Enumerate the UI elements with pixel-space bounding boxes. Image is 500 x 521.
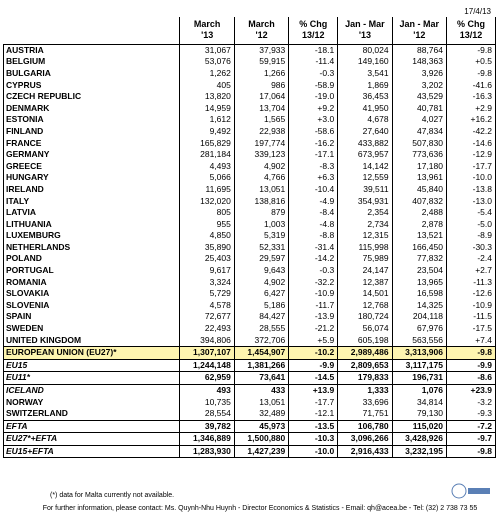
row-value: 5,186 <box>234 300 288 312</box>
row-value: -9.8 <box>446 68 495 80</box>
table-row <box>4 300 496 312</box>
row-value: 80,024 <box>338 44 392 56</box>
row-value: -17.5 <box>446 323 495 335</box>
row-value: 17,180 <box>392 160 446 172</box>
row-value: 4,766 <box>234 172 288 184</box>
row-label: ROMANIA <box>4 276 180 288</box>
row-value: 25,403 <box>180 253 234 265</box>
row-value: 148,363 <box>392 56 446 68</box>
row-value: -10.2 <box>289 346 338 359</box>
row-label: BELGIUM <box>4 56 180 68</box>
row-value: -58.6 <box>289 126 338 138</box>
row-value: 1,381,266 <box>234 359 288 372</box>
row-value: 149,160 <box>338 56 392 68</box>
table-row <box>4 44 496 56</box>
row-value: +7.4 <box>446 334 495 346</box>
row-value: -16.2 <box>289 137 338 149</box>
header-pct-change-month: % Chg 13/12 <box>289 17 338 44</box>
row-value: 52,331 <box>234 242 288 254</box>
row-value: 354,931 <box>338 195 392 207</box>
row-value: 1,612 <box>180 114 234 126</box>
row-value: +2.9 <box>446 102 495 114</box>
row-value: 1,346,889 <box>180 433 234 446</box>
header-blank <box>4 17 180 44</box>
row-label: EUROPEAN UNION (EU27)* <box>4 346 180 359</box>
row-value: 71,751 <box>338 408 392 420</box>
row-value: 40,781 <box>392 102 446 114</box>
header-march-12: March '12 <box>234 17 288 44</box>
row-value: 1,869 <box>338 79 392 91</box>
row-value: 29,597 <box>234 253 288 265</box>
row-value: 31,067 <box>180 44 234 56</box>
row-value: 2,488 <box>392 207 446 219</box>
header-row <box>4 17 496 44</box>
table-row <box>4 230 496 242</box>
row-value: 3,541 <box>338 68 392 80</box>
row-value: 34,814 <box>392 396 446 408</box>
row-value: -17.7 <box>446 160 495 172</box>
table-row <box>4 137 496 149</box>
header-march-13: March '13 <box>180 17 234 44</box>
row-value: -9.9 <box>446 359 495 372</box>
contact-info: For further information, please contact: Ms. Quynh-Nhu Huynh - Director Economics & Statistics - Email: qh@acea.be - Tel: (32) 2 738 73 55 <box>42 505 478 512</box>
row-value: -13.0 <box>446 195 495 207</box>
row-value: 13,051 <box>234 396 288 408</box>
row-value: 805 <box>180 207 234 219</box>
table-row <box>4 56 496 68</box>
row-value: 47,834 <box>392 126 446 138</box>
row-value: +16.2 <box>446 114 495 126</box>
row-value: 6,427 <box>234 288 288 300</box>
row-value: 407,832 <box>392 195 446 207</box>
row-value: -10.3 <box>289 433 338 446</box>
row-value: 12,559 <box>338 172 392 184</box>
row-value: 204,118 <box>392 311 446 323</box>
row-label: ITALY <box>4 195 180 207</box>
row-value: 39,511 <box>338 184 392 196</box>
table-row <box>4 242 496 254</box>
row-value: 72,677 <box>180 311 234 323</box>
row-value: -21.2 <box>289 323 338 335</box>
row-value: -30.3 <box>446 242 495 254</box>
table-row <box>4 408 496 420</box>
row-value: 3,117,175 <box>392 359 446 372</box>
header-pct-change-ytd: % Chg 13/12 <box>446 17 495 44</box>
row-value: 62,959 <box>180 372 234 385</box>
row-label: SLOVENIA <box>4 300 180 312</box>
row-value: 3,926 <box>392 68 446 80</box>
row-value: -11.4 <box>289 56 338 68</box>
row-value: 372,706 <box>234 334 288 346</box>
row-value: 73,641 <box>234 372 288 385</box>
row-value: 1,307,107 <box>180 346 234 359</box>
row-value: -13.5 <box>289 420 338 433</box>
row-value: 45,840 <box>392 184 446 196</box>
row-label: EFTA <box>4 420 180 433</box>
row-value: 2,916,433 <box>338 445 392 458</box>
row-value: -16.3 <box>446 91 495 103</box>
row-label: FRANCE <box>4 137 180 149</box>
row-value: 3,324 <box>180 276 234 288</box>
row-value: 75,989 <box>338 253 392 265</box>
row-value: 14,959 <box>180 102 234 114</box>
row-value: 22,493 <box>180 323 234 335</box>
row-value: 339,123 <box>234 149 288 161</box>
row-value: -3.2 <box>446 396 495 408</box>
row-label: EU15+EFTA <box>4 445 180 458</box>
row-value: 507,830 <box>392 137 446 149</box>
row-value: +9.2 <box>289 102 338 114</box>
row-value: 2,878 <box>392 218 446 230</box>
row-value: 1,262 <box>180 68 234 80</box>
row-value: -8.3 <box>289 160 338 172</box>
row-value: -5.0 <box>446 218 495 230</box>
row-value: -17.1 <box>289 149 338 161</box>
row-value: -41.6 <box>446 79 495 91</box>
row-value: 165,829 <box>180 137 234 149</box>
row-value: 27,640 <box>338 126 392 138</box>
row-value: 563,556 <box>392 334 446 346</box>
row-value: 1,244,148 <box>180 359 234 372</box>
row-value: -19.0 <box>289 91 338 103</box>
row-value: -32.2 <box>289 276 338 288</box>
row-value: -9.3 <box>446 408 495 420</box>
row-value: 115,998 <box>338 242 392 254</box>
table-body <box>4 44 496 458</box>
row-value: 5,066 <box>180 172 234 184</box>
row-value: 4,493 <box>180 160 234 172</box>
row-value: 281,184 <box>180 149 234 161</box>
row-value: -4.9 <box>289 195 338 207</box>
row-value: -10.0 <box>446 172 495 184</box>
row-value: 37,933 <box>234 44 288 56</box>
row-value: 14,142 <box>338 160 392 172</box>
row-label: LUXEMBURG <box>4 230 180 242</box>
row-value: 13,820 <box>180 91 234 103</box>
row-value: 13,051 <box>234 184 288 196</box>
table-row <box>4 160 496 172</box>
row-value: 197,774 <box>234 137 288 149</box>
row-value: -9.8 <box>446 346 495 359</box>
row-value: 879 <box>234 207 288 219</box>
row-value: -9.8 <box>446 445 495 458</box>
row-value: -12.1 <box>289 408 338 420</box>
row-value: 1,266 <box>234 68 288 80</box>
row-value: -8.4 <box>289 207 338 219</box>
table-row <box>4 265 496 277</box>
table-row <box>4 288 496 300</box>
row-value: -18.1 <box>289 44 338 56</box>
row-label: UNITED KINGDOM <box>4 334 180 346</box>
row-value: -17.7 <box>289 396 338 408</box>
row-value: -10.9 <box>289 288 338 300</box>
row-value: -5.4 <box>446 207 495 219</box>
row-value: 115,020 <box>392 420 446 433</box>
row-value: 3,096,266 <box>338 433 392 446</box>
row-value: 17,064 <box>234 91 288 103</box>
row-value: 196,731 <box>392 372 446 385</box>
report-date: 17/4/13 <box>464 7 491 16</box>
row-value: -10.0 <box>289 445 338 458</box>
row-value: 35,890 <box>180 242 234 254</box>
row-value: 14,325 <box>392 300 446 312</box>
table-row <box>4 91 496 103</box>
row-value: 1,454,907 <box>234 346 288 359</box>
row-value: 32,489 <box>234 408 288 420</box>
table-row <box>4 420 496 433</box>
row-value: +13.9 <box>289 384 338 396</box>
row-value: 39,782 <box>180 420 234 433</box>
row-value: -11.7 <box>289 300 338 312</box>
row-value: 138,816 <box>234 195 288 207</box>
table-row <box>4 68 496 80</box>
row-value: 16,598 <box>392 288 446 300</box>
row-value: 24,147 <box>338 265 392 277</box>
row-label: SWEDEN <box>4 323 180 335</box>
row-value: 67,976 <box>392 323 446 335</box>
row-value: 3,313,906 <box>392 346 446 359</box>
row-value: 405 <box>180 79 234 91</box>
table-row <box>4 126 496 138</box>
row-label: SPAIN <box>4 311 180 323</box>
table-row <box>4 276 496 288</box>
table-row <box>4 102 496 114</box>
header-janmar-12: Jan - Mar '12 <box>392 17 446 44</box>
row-value: -9.7 <box>446 433 495 446</box>
row-value: 9,643 <box>234 265 288 277</box>
table-row <box>4 359 496 372</box>
row-value: -12.9 <box>446 149 495 161</box>
row-value: 36,453 <box>338 91 392 103</box>
row-value: 1,333 <box>338 384 392 396</box>
row-value: -14.6 <box>446 137 495 149</box>
row-value: 4,850 <box>180 230 234 242</box>
table-row <box>4 346 496 359</box>
row-value: 13,704 <box>234 102 288 114</box>
row-value: 5,729 <box>180 288 234 300</box>
row-value: 12,768 <box>338 300 392 312</box>
row-value: 28,554 <box>180 408 234 420</box>
row-value: 9,492 <box>180 126 234 138</box>
row-value: 4,578 <box>180 300 234 312</box>
row-label: LITHUANIA <box>4 218 180 230</box>
row-value: -0.3 <box>289 265 338 277</box>
row-value: -0.3 <box>289 68 338 80</box>
row-value: 13,965 <box>392 276 446 288</box>
table-row <box>4 396 496 408</box>
row-value: 9,617 <box>180 265 234 277</box>
row-value: +3.0 <box>289 114 338 126</box>
row-value: 1,283,930 <box>180 445 234 458</box>
table-row <box>4 184 496 196</box>
row-value: -11.5 <box>446 311 495 323</box>
table-row <box>4 323 496 335</box>
table-row <box>4 433 496 446</box>
row-value: 4,678 <box>338 114 392 126</box>
row-label: HUNGARY <box>4 172 180 184</box>
row-value: 773,636 <box>392 149 446 161</box>
table-row <box>4 445 496 458</box>
row-value: 53,076 <box>180 56 234 68</box>
row-value: 3,202 <box>392 79 446 91</box>
row-value: 84,427 <box>234 311 288 323</box>
row-value: 2,734 <box>338 218 392 230</box>
row-value: 4,902 <box>234 276 288 288</box>
row-value: 13,521 <box>392 230 446 242</box>
row-label: ICELAND <box>4 384 180 396</box>
row-value: 179,833 <box>338 372 392 385</box>
table-row <box>4 195 496 207</box>
row-value: -10.4 <box>289 184 338 196</box>
row-value: 132,020 <box>180 195 234 207</box>
row-value: -12.6 <box>446 288 495 300</box>
row-value: 986 <box>234 79 288 91</box>
row-value: 88,764 <box>392 44 446 56</box>
row-label: DENMARK <box>4 102 180 114</box>
row-value: 493 <box>180 384 234 396</box>
table-row <box>4 172 496 184</box>
row-value: -14.5 <box>289 372 338 385</box>
row-value: +6.3 <box>289 172 338 184</box>
row-value: 166,450 <box>392 242 446 254</box>
table-row <box>4 79 496 91</box>
row-value: -4.8 <box>289 218 338 230</box>
table-row <box>4 311 496 323</box>
row-value: -2.4 <box>446 253 495 265</box>
row-value: +5.9 <box>289 334 338 346</box>
row-value: 45,973 <box>234 420 288 433</box>
row-value: 5,319 <box>234 230 288 242</box>
row-value: 3,232,195 <box>392 445 446 458</box>
table-row <box>4 207 496 219</box>
row-value: 77,832 <box>392 253 446 265</box>
row-value: +0.5 <box>446 56 495 68</box>
row-value: -8.9 <box>446 230 495 242</box>
row-value: 673,957 <box>338 149 392 161</box>
row-value: 2,354 <box>338 207 392 219</box>
row-value: 394,806 <box>180 334 234 346</box>
row-label: GERMANY <box>4 149 180 161</box>
row-value: 433,882 <box>338 137 392 149</box>
row-label: IRELAND <box>4 184 180 196</box>
row-value: 11,695 <box>180 184 234 196</box>
row-value: 180,724 <box>338 311 392 323</box>
row-value: 56,074 <box>338 323 392 335</box>
footnote: (*) data for Malta currently not available. <box>50 492 175 499</box>
row-value: 59,915 <box>234 56 288 68</box>
row-label: GREECE <box>4 160 180 172</box>
row-value: 1,565 <box>234 114 288 126</box>
acea-logo <box>450 482 492 500</box>
row-label: NETHERLANDS <box>4 242 180 254</box>
row-label: FINLAND <box>4 126 180 138</box>
row-value: -31.4 <box>289 242 338 254</box>
row-value: 79,130 <box>392 408 446 420</box>
header-janmar-13: Jan - Mar '13 <box>338 17 392 44</box>
row-label: PORTUGAL <box>4 265 180 277</box>
row-value: -42.2 <box>446 126 495 138</box>
table-row <box>4 253 496 265</box>
row-label: ESTONIA <box>4 114 180 126</box>
table-row <box>4 334 496 346</box>
row-value: 4,902 <box>234 160 288 172</box>
row-label: LATVIA <box>4 207 180 219</box>
row-label: POLAND <box>4 253 180 265</box>
row-value: -58.9 <box>289 79 338 91</box>
row-value: 14,501 <box>338 288 392 300</box>
row-value: 10,735 <box>180 396 234 408</box>
row-value: 3,428,926 <box>392 433 446 446</box>
row-value: 33,696 <box>338 396 392 408</box>
table-row <box>4 149 496 161</box>
row-label: CZECH REPUBLIC <box>4 91 180 103</box>
row-value: -11.3 <box>446 276 495 288</box>
row-label: NORWAY <box>4 396 180 408</box>
row-value: 4,027 <box>392 114 446 126</box>
row-value: 12,315 <box>338 230 392 242</box>
row-value: 1,076 <box>392 384 446 396</box>
row-label: EU15 <box>4 359 180 372</box>
row-value: 13,961 <box>392 172 446 184</box>
row-label: CYPRUS <box>4 79 180 91</box>
row-value: -9.8 <box>446 44 495 56</box>
row-value: -14.2 <box>289 253 338 265</box>
row-value: -8.6 <box>446 372 495 385</box>
row-value: 43,529 <box>392 91 446 103</box>
row-value: +2.7 <box>446 265 495 277</box>
row-value: 605,198 <box>338 334 392 346</box>
row-value: 955 <box>180 218 234 230</box>
row-value: 23,504 <box>392 265 446 277</box>
row-value: -10.9 <box>446 300 495 312</box>
row-value: -8.8 <box>289 230 338 242</box>
registrations-table <box>3 17 496 458</box>
row-value: 1,500,880 <box>234 433 288 446</box>
row-value: 106,780 <box>338 420 392 433</box>
row-label: SLOVAKIA <box>4 288 180 300</box>
row-value: 12,387 <box>338 276 392 288</box>
table-row <box>4 384 496 396</box>
table-row <box>4 114 496 126</box>
row-value: 22,938 <box>234 126 288 138</box>
row-value: 41,950 <box>338 102 392 114</box>
row-label: AUSTRIA <box>4 44 180 56</box>
row-value: 433 <box>234 384 288 396</box>
row-label: BULGARIA <box>4 68 180 80</box>
row-value: 28,555 <box>234 323 288 335</box>
row-label: EU27*+EFTA <box>4 433 180 446</box>
row-value: -13.9 <box>289 311 338 323</box>
table-row <box>4 218 496 230</box>
table-row <box>4 372 496 385</box>
row-value: -7.2 <box>446 420 495 433</box>
row-value: -13.8 <box>446 184 495 196</box>
row-value: 1,003 <box>234 218 288 230</box>
row-label: SWITZERLAND <box>4 408 180 420</box>
row-value: +23.9 <box>446 384 495 396</box>
row-value: 1,427,239 <box>234 445 288 458</box>
row-label: EU11* <box>4 372 180 385</box>
row-value: 2,989,486 <box>338 346 392 359</box>
row-value: -9.9 <box>289 359 338 372</box>
row-value: 2,809,653 <box>338 359 392 372</box>
